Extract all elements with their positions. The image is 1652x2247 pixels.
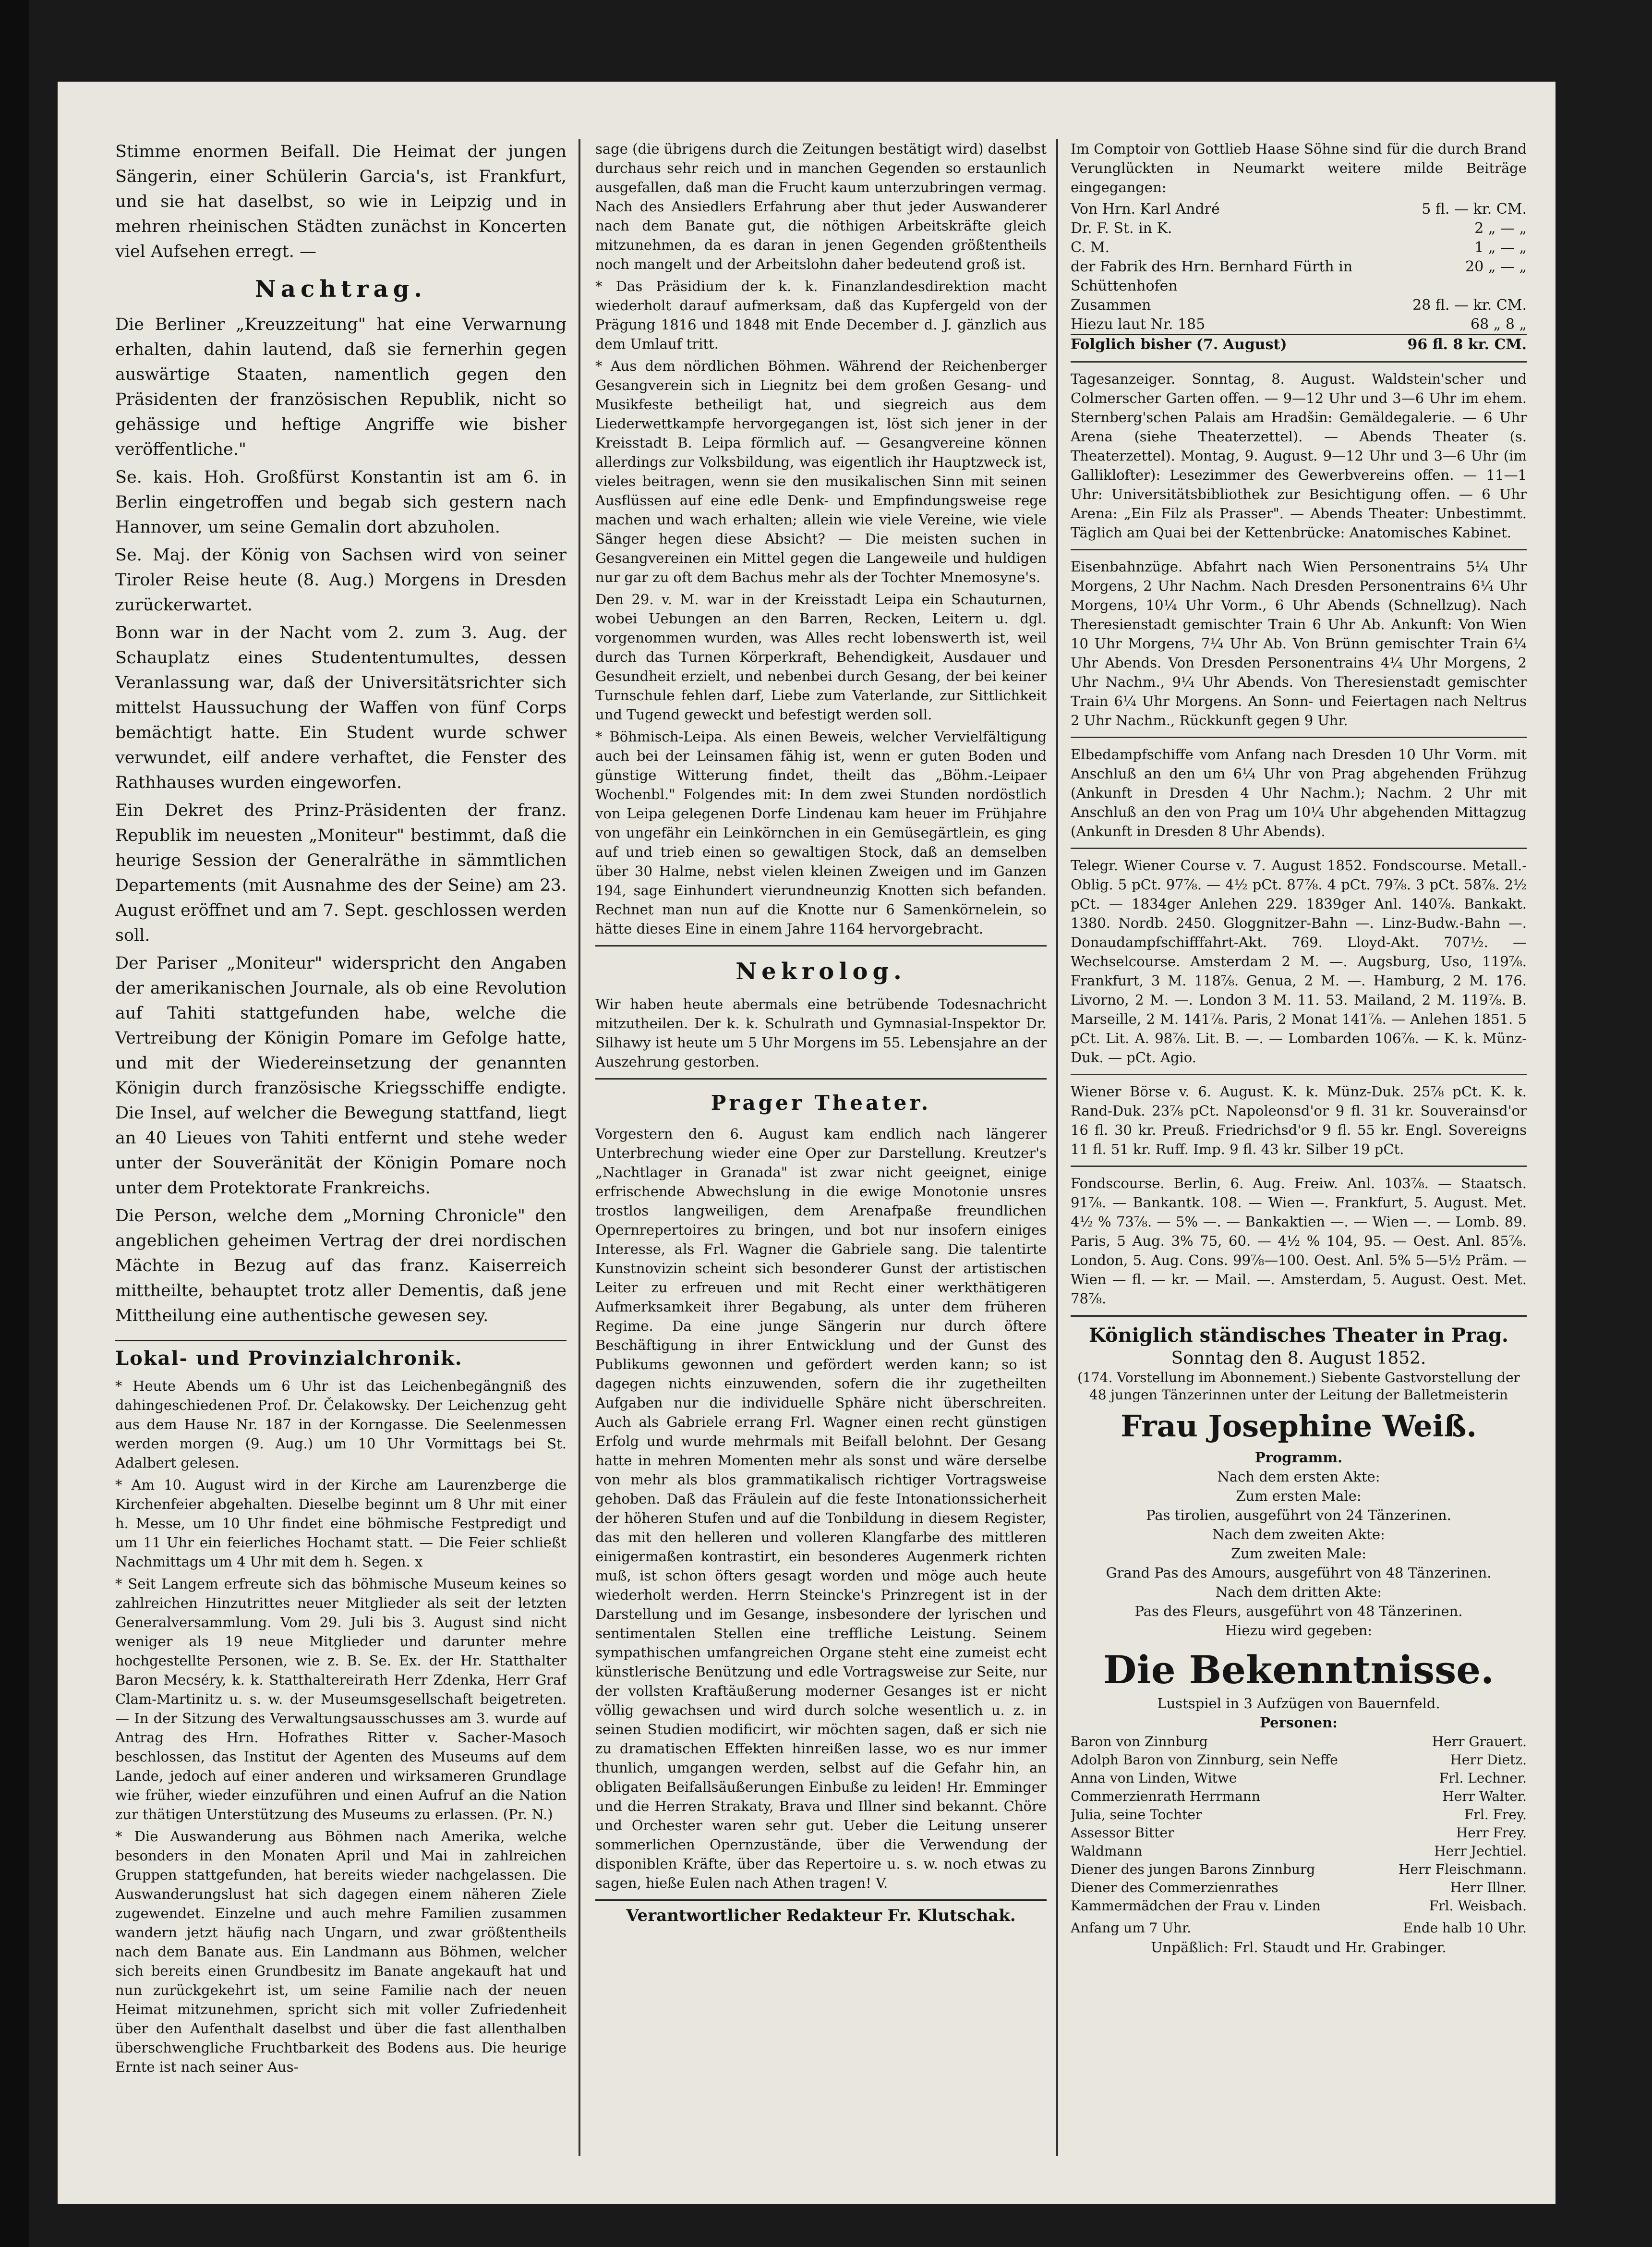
donation-row [1071, 315, 1527, 334]
unpass-note: Unpäßlich: Frl. Staudt und Hr. Grabinger. [1151, 1939, 1447, 1955]
programm-line: Grand Pas des Amours, ausgeführt von 48 Tänzerinen. [1106, 1565, 1492, 1581]
news-item: Den 29. v. M. war in der Kreisstadt Leipa ein Schauturnen, wobei Uebungen an den Barren, Recken, Leitern u. dgl. vorgenommen wurden, was Alles recht lobenswerth ist, weil durch das Turnen Körperkraft, Behendigkeit, Ausdauer und Gesundheit erzielt, und nebenbei durch Gesang, der bei keiner Turnschule fehlen darf, Liebe zum Vaterlande, zur Sittlichkeit und Tugend geweckt und befestigt werden soll. [595, 591, 1047, 723]
cast-row [1071, 1897, 1527, 1915]
fondscourse: Fondscourse. Berlin, 6. Aug. Freiw. Anl. 103⅞. — Staatsch. 91⅞. — Bankantk. 108. — Wien —. Frankfurt, 5. August. Met. 4½ % 73⅞. — 5% —. — Bankaktien —. — Wien —. — Lomb. 89. Paris, 5 Aug. 3% 75, 60. — 4½ % 104, 95. — Oest. Anl. 85⅞. London, 5. Aug. Cons. 99⅞—100. Oest. Anl. 5% 5—5½ Präm. — Wien — fl. — kr. — Mail. —. Amsterdam, 5. August. Oest. Met. 78⅞. [1071, 1175, 1527, 1307]
nekrolog-heading: Nekrolog. [736, 958, 906, 985]
cast-actor: Herr Illner. [1450, 1880, 1527, 1895]
news-item: * Aus dem nördlichen Böhmen. Während der Reichenberger Gesangverein sich in Liegnitz bei dem großen Gesang- und Musikfeste betheiligt hat, und siegreich aus dem Liederwettkampfe hervorgegangen ist, löst sich jener in der Kreisstadt B. Leipa förmlich auf. — Gesangvereine können allerdings zur Volksbildung, was eigentlich ihr Hauptzweck ist, vieles beitragen, wenn sie den musikalischen Sinn mit seinen Ausflüssen auf eine edle Denk- und Empfindungsweise rege machen und wach erhalten; allein wie viele Vereine, wie viele Sänger hegen diese Absicht? — Die meisten suchen in Gesangvereinen ein Mittel gegen die Langeweile und huldigen nur gar zu oft dem Bachus mehr als der Tochter Mnemosyne's. [595, 358, 1047, 585]
divider [1071, 848, 1527, 849]
programm-line: Nach dem dritten Akte: [1215, 1584, 1382, 1600]
theater-date: Sonntag den 8. August 1852. [1171, 1348, 1426, 1368]
cast-role: Baron von Zinnburg [1071, 1734, 1208, 1749]
donation-amount: 20 „ — „ [1465, 258, 1527, 275]
cast-row [1071, 1806, 1527, 1824]
programm-line: Hiezu wird gegeben: [1225, 1622, 1373, 1639]
article-paragraph: Die Person, welche dem „Morning Chronicle" den angeblichen geheimen Vertrag der drei nordischen Mächte in Bezug auf das franz. Kaiserreich mittheilte, behauptet trotz aller Dementis, daß jene Mittheilung eine authentische gewesen sey. [115, 1206, 567, 1325]
donation-row [1071, 200, 1527, 219]
news-item: * Böhmisch-Leipa. Als einen Beweis, welcher Vervielfältigung auch bei der Leinsamen fähig ist, wenn er guten Boden und günstige Witterung findet, theilt das „Böhm.-Leipaer Wochenbl." Folgendes mit: In dem zwei Stunden nordöstlich von Leipa gelegenen Dorfe Lindenau kam heuer im Frühjahre von ungefähr ein Leinkörnchen in ein Gemüsegärtlein, es ging auf und trieb einen so gewaltigen Stock, daß an demselben über 30 Halme, nebst vielen kleinen Zweigen und im Ganzen 194, sage Einhundert vierundneunzig Knotten sich befanden. Rechnet man nun auf die Knotte nur 6 Samenkörnelein, so hätte dieses Eine in einem Jahre 1164 hervorgebracht. [595, 729, 1047, 937]
theater-note: (174. Vorstellung im Abonnement.) Siebente Gastvorstellung der 48 jungen Tänzerinnen unter der Leitung der Balletmeisterin [1077, 1370, 1520, 1403]
intro-text: Stimme enormen Beifall. Die Heimat der jungen Sängerin, einer Schülerin Garcia's, ist Frankfurt, und sie hat daselbst, so wie in Leipzig und in mehren rheinischen Städten zunächst in Koncerten viel Aufsehen erregt. — [115, 142, 567, 261]
programm-line: Pas des Fleurs, ausgeführt von 48 Tänzerinen. [1134, 1603, 1463, 1619]
donation-amount: 96 fl. 8 kr. CM. [1407, 336, 1527, 353]
news-item: * Die Auswanderung aus Böhmen nach Amerika, welche besonders in den Monaten April und Mai in zahlreichen Gruppen stattgefunden, hat bereits wieder nachgelassen. Die Auswanderungslust hat sich dagegen einem näheren Ziele zugewendet. Einzelne und auch mehre Familien zusammen wandern jetzt häufig nach Ungarn, und zwar größtentheils nach dem Banate aus. Ein Landmann aus Böhmen, welcher sich bereits einen Grundbesitz im Banate angekauft hat und nun zurückgekehrt ist, um seine Familie nach der neuen Heimat mitzunehmen, spricht sich mit voller Zufriedenheit über den Aufenthalt daselbst und über die fast allenthalben überschwengliche Fruchtbarkeit des Bodens aus. Die heurige Ernte ist nach seiner Aus- [115, 1828, 567, 2075]
play-subtitle: Lustspiel in 3 Aufzügen von Bauernfeld. [1157, 1695, 1440, 1712]
divider [595, 945, 1047, 947]
donation-amount: 28 fl. — kr. CM. [1412, 297, 1527, 314]
donation-row [1071, 257, 1527, 296]
nekrolog-text: Wir haben heute abermals eine betrübende Todesnachricht mitzutheilen. Der k. k. Schulrath und Gymnasial-Inspektor Dr. Silhawy ist heute um 5 Uhr Morgens im 55. Lebensjahre an der Auszehrung gestorben. [595, 996, 1047, 1070]
personen-heading: Personen: [1260, 1714, 1338, 1731]
donation-amount: 5 fl. — kr. CM. [1422, 201, 1527, 218]
cast-role: Diener des Commerzienrathes [1071, 1880, 1278, 1895]
column-1 [115, 139, 567, 2156]
column-3 [1071, 139, 1527, 2156]
article-paragraph: Se. kais. Hoh. Großfürst Konstantin ist am 6. in Berlin eingetroffen und begab sich gestern nach Hannover, um seine Gemalin dort abzuholen. [115, 468, 567, 537]
news-item: * Heute Abends um 6 Uhr ist das Leichenbegängniß des dahingeschiedenen Prof. Dr. Čelakowsky. Der Leichenzug geht aus dem Hause Nr. 187 in der Korngasse. Die Seelenmessen werden morgen (9. Aug.) um 10 Uhr Vormittags bei St. Adalbert gelesen. [115, 1378, 567, 1471]
eisenbahn-schedule: Eisenbahnzüge. Abfahrt nach Wien Personentrains 5¼ Uhr Morgens, 2 Uhr Nachm. Nach Dresden Personentrains 6¼ Uhr Morgens, 10¼ Uhr Vorm., 6 Uhr Abends (Schnellzug). Nach Theresienstadt gemischter Train 6 Uhr Ab. Ankunft: Von Wien 10 Uhr Morgens, 7¼ Uhr Ab. Von Brünn gemischter Train 6¼ Uhr Abends. Von Dresden Personentrains 4¼ Uhr Morgens, 2 Uhr Nachm., 9¼ Uhr Abends. Von Theresienstadt gemischter Train 6¼ Uhr Morgens. An Sonn- und Feiertagen nach Neltrus 2 Uhr Nachm., Rückkunft gegen 9 Uhr. [1071, 559, 1527, 729]
divider [1071, 1074, 1527, 1075]
donation-label: der Fabrik des Hrn. Bernhard Fürth in Schüttenhofen [1071, 258, 1353, 294]
cast-role: Kammermädchen der Frau v. Linden [1071, 1898, 1321, 1914]
programm-line: Zum zweiten Male: [1231, 1545, 1366, 1562]
wiener-boerse: Wiener Börse v. 6. August. K. k. Münz-Duk. 25⅞ pCt. K. k. Rand-Duk. 23⅞ pCt. Napoleonsd'or 9 fl. 31 kr. Souverainsd'or 16 fl. 30 kr. Preuß. Friedrichsd'or 9 fl. 55 kr. Engl. Sovereigns 11 fl. 51 kr. Ruff. Imp. 9 fl. 43 kr. Silber 19 pCt. [1071, 1083, 1527, 1157]
cast-actor: Herr Frey. [1456, 1825, 1527, 1841]
cast-role: Commerzienrath Herrmann [1071, 1788, 1260, 1804]
programm-heading: Programm. [1254, 1449, 1343, 1466]
donation-total-row [1071, 334, 1527, 354]
divider [1071, 1315, 1527, 1317]
end-time: Ende halb 10 Uhr. [1403, 1920, 1527, 1936]
cast-role: Diener des jungen Barons Zinnburg [1071, 1861, 1315, 1877]
cast-row [1071, 1787, 1527, 1806]
cast-role: Assessor Bitter [1071, 1825, 1174, 1841]
wiener-course: Telegr. Wiener Course v. 7. August 1852. Fondscourse. Metall.-Oblig. 5 pCt. 97⅞. — 4½ pCt. 87⅞. 4 pCt. 79⅞. 3 pCt. 58⅞. 2½ pCt. — 1834ger Anlehen 229. 1839ger Anl. 140⅞. Bankakt. 1380. Nordb. 2450. Gloggnitzer-Bahn —. Linz-Budw.-Bahn —. Donaudampfschifffahrt-Akt. 769. Lloyd-Akt. 707½. — Wechselcourse. Amsterdam 2 M. —. Augsburg, Uso, 119⅞. Frankfurt, 3 M. 118⅞. Genua, 2 M. —. Hamburg, 2 M. 176. Livorno, 2 M. —. London 3 M. 11. 53. Mailand, 2 M. 119⅞. B. Marseille, 2 M. 141⅞. Paris, 2 Monat 141⅞. — Anlehen 1851. 5 pCt. Lit. A. 98⅞. Lit. B. —. — Lombarden 106⅞. — K. k. Münz-Duk. — pCt. Agio. [1071, 857, 1527, 1066]
donations-intro: Im Comptoir von Gottlieb Haase Söhne sind für die durch Brand Verunglückten in Neumarkt weitere milde Beiträge eingegangen: [1071, 141, 1527, 195]
page-edge [0, 0, 29, 2247]
cast-role: Adolph Baron von Zinnburg, sein Neffe [1071, 1752, 1338, 1768]
donation-row [1071, 296, 1527, 315]
article-paragraph: Se. Maj. der König von Sachsen wird von seiner Tiroler Reise heute (8. Aug.) Morgens in Dresden zurückerwartet. [115, 546, 567, 615]
column-rule [579, 139, 580, 2156]
cast-row [1071, 1751, 1527, 1769]
donation-label: Von Hrn. Karl André [1071, 201, 1220, 218]
programm-line: Nach dem ersten Akte: [1217, 1469, 1380, 1485]
divider [595, 1078, 1047, 1080]
donation-label: Hiezu laut Nr. 185 [1071, 316, 1206, 333]
cast-actor: Herr Grauert. [1432, 1734, 1527, 1749]
editor-footer: Verantwortlicher Redakteur Fr. Klutschak. [595, 1899, 1047, 1925]
cast-actor: Frl. Lechner. [1439, 1770, 1527, 1786]
play-title: Die Bekenntnisse. [1103, 1647, 1495, 1692]
programm-line: Nach dem zweiten Akte: [1212, 1526, 1385, 1543]
cast-row [1071, 1860, 1527, 1879]
news-item: * Das Präsidium der k. k. Finanzlandesdirektion macht wiederholt darauf aufmerksam, daß das Kupfergeld von der Prägung 1816 und 1848 mit Ende December d. J. gänzlich aus dem Umlauf tritt. [595, 278, 1047, 352]
donation-row [1071, 219, 1527, 238]
donation-row [1071, 238, 1527, 257]
time-row [1071, 1919, 1527, 1937]
intro-text: sage (die übrigens durch die Zeitungen bestätigt wird) daselbst durchaus sehr reich und in manchen Gegenden so erstaunlich ausgefallen, daß man die Frucht kaum unterzubringen vermag. Nach des Ansiedlers Erfahrung aber thut jeder Auswanderer nach dem Banate gut, die nöthigen Arbeitskräfte gleich mitzunehmen, da es daran in jenen Gegenden größtentheils noch mangelt und der Arbeitslohn daher bedeutend groß ist. [595, 141, 1047, 272]
theater-review-text: Vorgestern den 6. August kam endlich nach längerer Unterbrechung wieder eine Oper zur Darstellung. Kreutzer's „Nachtlager in Granada" ist zwar nicht geeignet, einige erfrischende Abwechslung in die ewige Monotonie unsres trostlos langweiligen, dem Arenafpaße freundlichen Opernrepertoires zu bringen, und bot nur insofern einiges Interesse, als Frl. Wagner die Gabriele sang. Die talentirte Kunstnovizin scheint sich besonderer Gunst der artistischen Leiter zu erfreuen und mit Recht einer werkthätigeren Aufmerksamkeit ihrer Begabung, als unter dem früheren Regime. Da eine junge Sängerin nur durch öftere Beschäftigung in ihrer Entwicklung und der Gunst des Publikums gewonnen und gefördert werden kann; so ist dagegen nichts einzuwenden, sofern die ihr zugetheilten Aufgaben nur die individuelle Sphäre nicht überschreiten. Auch als Gabriele errang Frl. Wagner einen recht günstigen Erfolg und wurde mehrmals mit Beifall belohnt. Der Gesang hatte in mehren Momenten mehr als sonst und wäre derselbe von mehr als blos grammatikalisch richtiger Vortragsweise gehoben. Daß das Fräulein auf die feste Intonationssicherheit der höheren Stufen und auf die Tonbildung in diesem Register, das mit den helleren und volleren Klangfarbe des mittleren einigermaßen kontrastirt, ein besonderes Augenmerk richten muß, ist schon öfters gesagt worden und möge auch heute wiederholt werden. Herrn Steincke's Prinzregent ist in der Darstellung und im Gesange, insbesondere der lyrischen und sentimentalen Stellen eine treffliche Leistung. Seinem sympathischen umfangreichen Organe steht eine zumeist echt künstlerische Benützung und edle Vortragsweise zur Seite, nur der vollsten Kraftäußerung moderner Gesanges ist er nicht völlig gewachsen und wird durch solche wesentlich u. z. in seinen Studien modificirt, wir möchten sagen, daß er sich nie zu dramatischen Effekten hinreißen lasse, wo es nur immer thunlich, umgangen werden, selbst auf die Gefahr hin, an obligaten Beifallsäußerungen Einbuße zu leiden! Hr. Emminger und die Herren Strakaty, Brava und Illner sind bekannt. Chöre und Orchester waren sehr gut. Ueber die Leitung unserer sommerlichen Opernzustände, über die Verwendung der disponiblen Kräfte, über das Repertoire u. s. w. noch etwas zu sagen, hieße Eulen nach Athen tragen! V. [595, 1126, 1047, 1891]
article-paragraph: Bonn war in der Nacht vom 2. zum 3. Aug. der Schauplatz eines Studententumultes, dessen Veranlassung war, daß der Universitätsrichter sich mittelst Haussuchung der Waffen von fünf Corps bemächtigt hatte. Ein Student wurde schwer verwundet, eilf andere verhaftet, die Fenster des Rathhauses wurden eingeworfen. [115, 623, 567, 792]
article-paragraph: Der Pariser „Moniteur" widerspricht den Angaben der amerikanischen Journale, als ob eine Revolution auf Tahiti stattgefunden habe, welche die Vertreibung der Königin Pomare im Gefolge hatte, und mit der Wiedereinsetzung der genannten Königin durch französische Kriegsschiffe endigte. Die Insel, auf welcher die Bewegung stattfand, liegt an 40 Lieues von Tahiti entfernt und stehe weder unter der Souveränität der Königin Pomare noch unter dem Protektorate Frankreichs. [115, 954, 567, 1198]
tagesanzeiger: Tagesanzeiger. Sonntag, 8. August. Waldstein'scher und Colmerscher Garten offen. — 9—12 Uhr und 3—6 Uhr im ehem. Sternberg'schen Palais am Hradšin: Gemäldegalerie. — 6 Uhr Arena (siehe Theaterzettel). — Abends Theater (s. Theaterzettel). Montag, 9. August. 9—12 Uhr und 3—6 Uhr (im Galliklofter): Lesezimmer des Gewerbvereins offen. — 11—1 Uhr: Universitätsbibliothek zur Besichtigung offen. — 6 Uhr Arena: „Ein Filz als Prasser". — Abends Theater: Unbestimmt. Täglich am Quai bei der Kettenbrücke: Anatomisches Kabinet. [1071, 371, 1527, 541]
lokal-heading: Lokal- und Provinzialchronik. [115, 1340, 567, 1370]
cast-actor: Frl. Frey. [1464, 1807, 1527, 1822]
cast-role: Anna von Linden, Witwe [1071, 1770, 1237, 1786]
cast-actor: Herr Fleischmann. [1399, 1861, 1527, 1877]
cast-role: Waldmann [1071, 1843, 1143, 1859]
divider [1071, 361, 1527, 363]
column-2 [595, 139, 1047, 2156]
cast-row [1071, 1824, 1527, 1842]
ballet-mistress-name: Frau Josephine Weiß. [1121, 1409, 1477, 1444]
cast-actor: Herr Dietz. [1450, 1752, 1527, 1768]
cast-actor: Frl. Weisbach. [1429, 1898, 1527, 1914]
donation-amount: 1 „ — „ [1474, 239, 1527, 256]
nachtrag-heading: Nachtrag. [255, 276, 427, 303]
article-paragraph: Ein Dekret des Prinz-Präsidenten der franz. Republik im neuesten „Moniteur" bestimmt, daß die heurige Session der Generalräthe in sämmtlichen Departements (mit Ausnahme des der Seine) am 23. August eröffnet und am 7. Sept. geschlossen werden soll. [115, 801, 567, 945]
article-paragraph: Die Berliner „Kreuzzeitung" hat eine Verwarnung erhalten, dahin lautend, daß sie fernerhin gegen auswärtige Staaten, namentlich gegen den Präsidenten der französischen Republik, nicht so gehässige und heftige Angriffe wie bisher veröffentliche." [115, 315, 567, 459]
cast-row [1071, 1769, 1527, 1787]
donation-amount: 2 „ — „ [1474, 220, 1527, 237]
newspaper-page [58, 82, 1556, 2204]
divider [1071, 549, 1527, 550]
news-item: * Seit Langem erfreute sich das böhmische Museum keines so zahlreichen Hinzutrittes neuer Mitglieder als seit der letzten Generalversammlung. Vom 29. Juli bis 3. August sind nicht weniger als 19 neue Mitglieder und darunter mehre hochgestellte Personen, wie z. B. Se. Ex. der Hr. Statthalter Baron Mecséry, k. k. Statthaltereirath Herr Zdenka, Herr Graf Clam-Martinitz u. s. w. der Museumsgesellschaft beigetreten. — In der Sitzung des Verwaltungsausschusses am 3. wurde auf Antrag des Hrn. Hofrathes Ritter v. Sacher-Masoch beschlossen, das Institut der Agenten des Museums auf dem Lande, jedoch auf einer anderen und wirksameren Grundlage wie früher, wieder einzuführen und einen Aufruf an die Nation zur thätigen Unterstützung des Museums zu erlassen. (Pr. N.) [115, 1576, 567, 1822]
donation-amount: 68 „ 8 „ [1471, 316, 1527, 333]
programm-line: Zum ersten Male: [1236, 1488, 1362, 1504]
cast-row [1071, 1879, 1527, 1897]
theater-title: Königlich ständisches Theater in Prag. [1089, 1324, 1508, 1347]
divider [1071, 1166, 1527, 1167]
cast-actor: Herr Walter. [1442, 1788, 1527, 1804]
theater-review-heading: Prager Theater. [711, 1091, 931, 1115]
column-rule [1056, 139, 1058, 2156]
cast-role: Julia, seine Tochter [1071, 1807, 1202, 1822]
donation-label: C. M. [1071, 239, 1110, 256]
cast-row [1071, 1733, 1527, 1751]
donation-label: Dr. F. St. in K. [1071, 220, 1172, 237]
cast-row [1071, 1842, 1527, 1860]
news-item: * Am 10. August wird in der Kirche am Laurenzberge die Kirchenfeier abgehalten. Dieselbe beginnt um 8 Uhr mit einer h. Messe, um 10 Uhr findet eine böhmische Festpredigt und um 11 Uhr ein feierliches Hochamt statt. — Die Feier schließt Nachmittags um 4 Uhr mit dem h. Segen. x [115, 1477, 567, 1570]
donation-label: Folglich bisher (7. August) [1071, 336, 1287, 353]
donation-label: Zusammen [1071, 297, 1151, 314]
dampfschiff-schedule: Elbedampfschiffe vom Anfang nach Dresden 10 Uhr Vorm. mit Anschluß an den um 6¼ Uhr von Prag abgehenden Frühzug (Ankunft in Dresden 4 Uhr Nachm.); Nachm. 2 Uhr mit Anschluß an den von Prag um 10¼ Uhr abgehenden Mittagzug (Ankunft in Dresden 8 Uhr Abends). [1071, 746, 1527, 839]
cast-actor: Herr Jechtiel. [1434, 1843, 1527, 1859]
programm-line: Pas tirolien, ausgeführt von 24 Tänzerinen. [1146, 1507, 1451, 1523]
divider [1071, 737, 1527, 738]
start-time: Anfang um 7 Uhr. [1071, 1920, 1192, 1936]
